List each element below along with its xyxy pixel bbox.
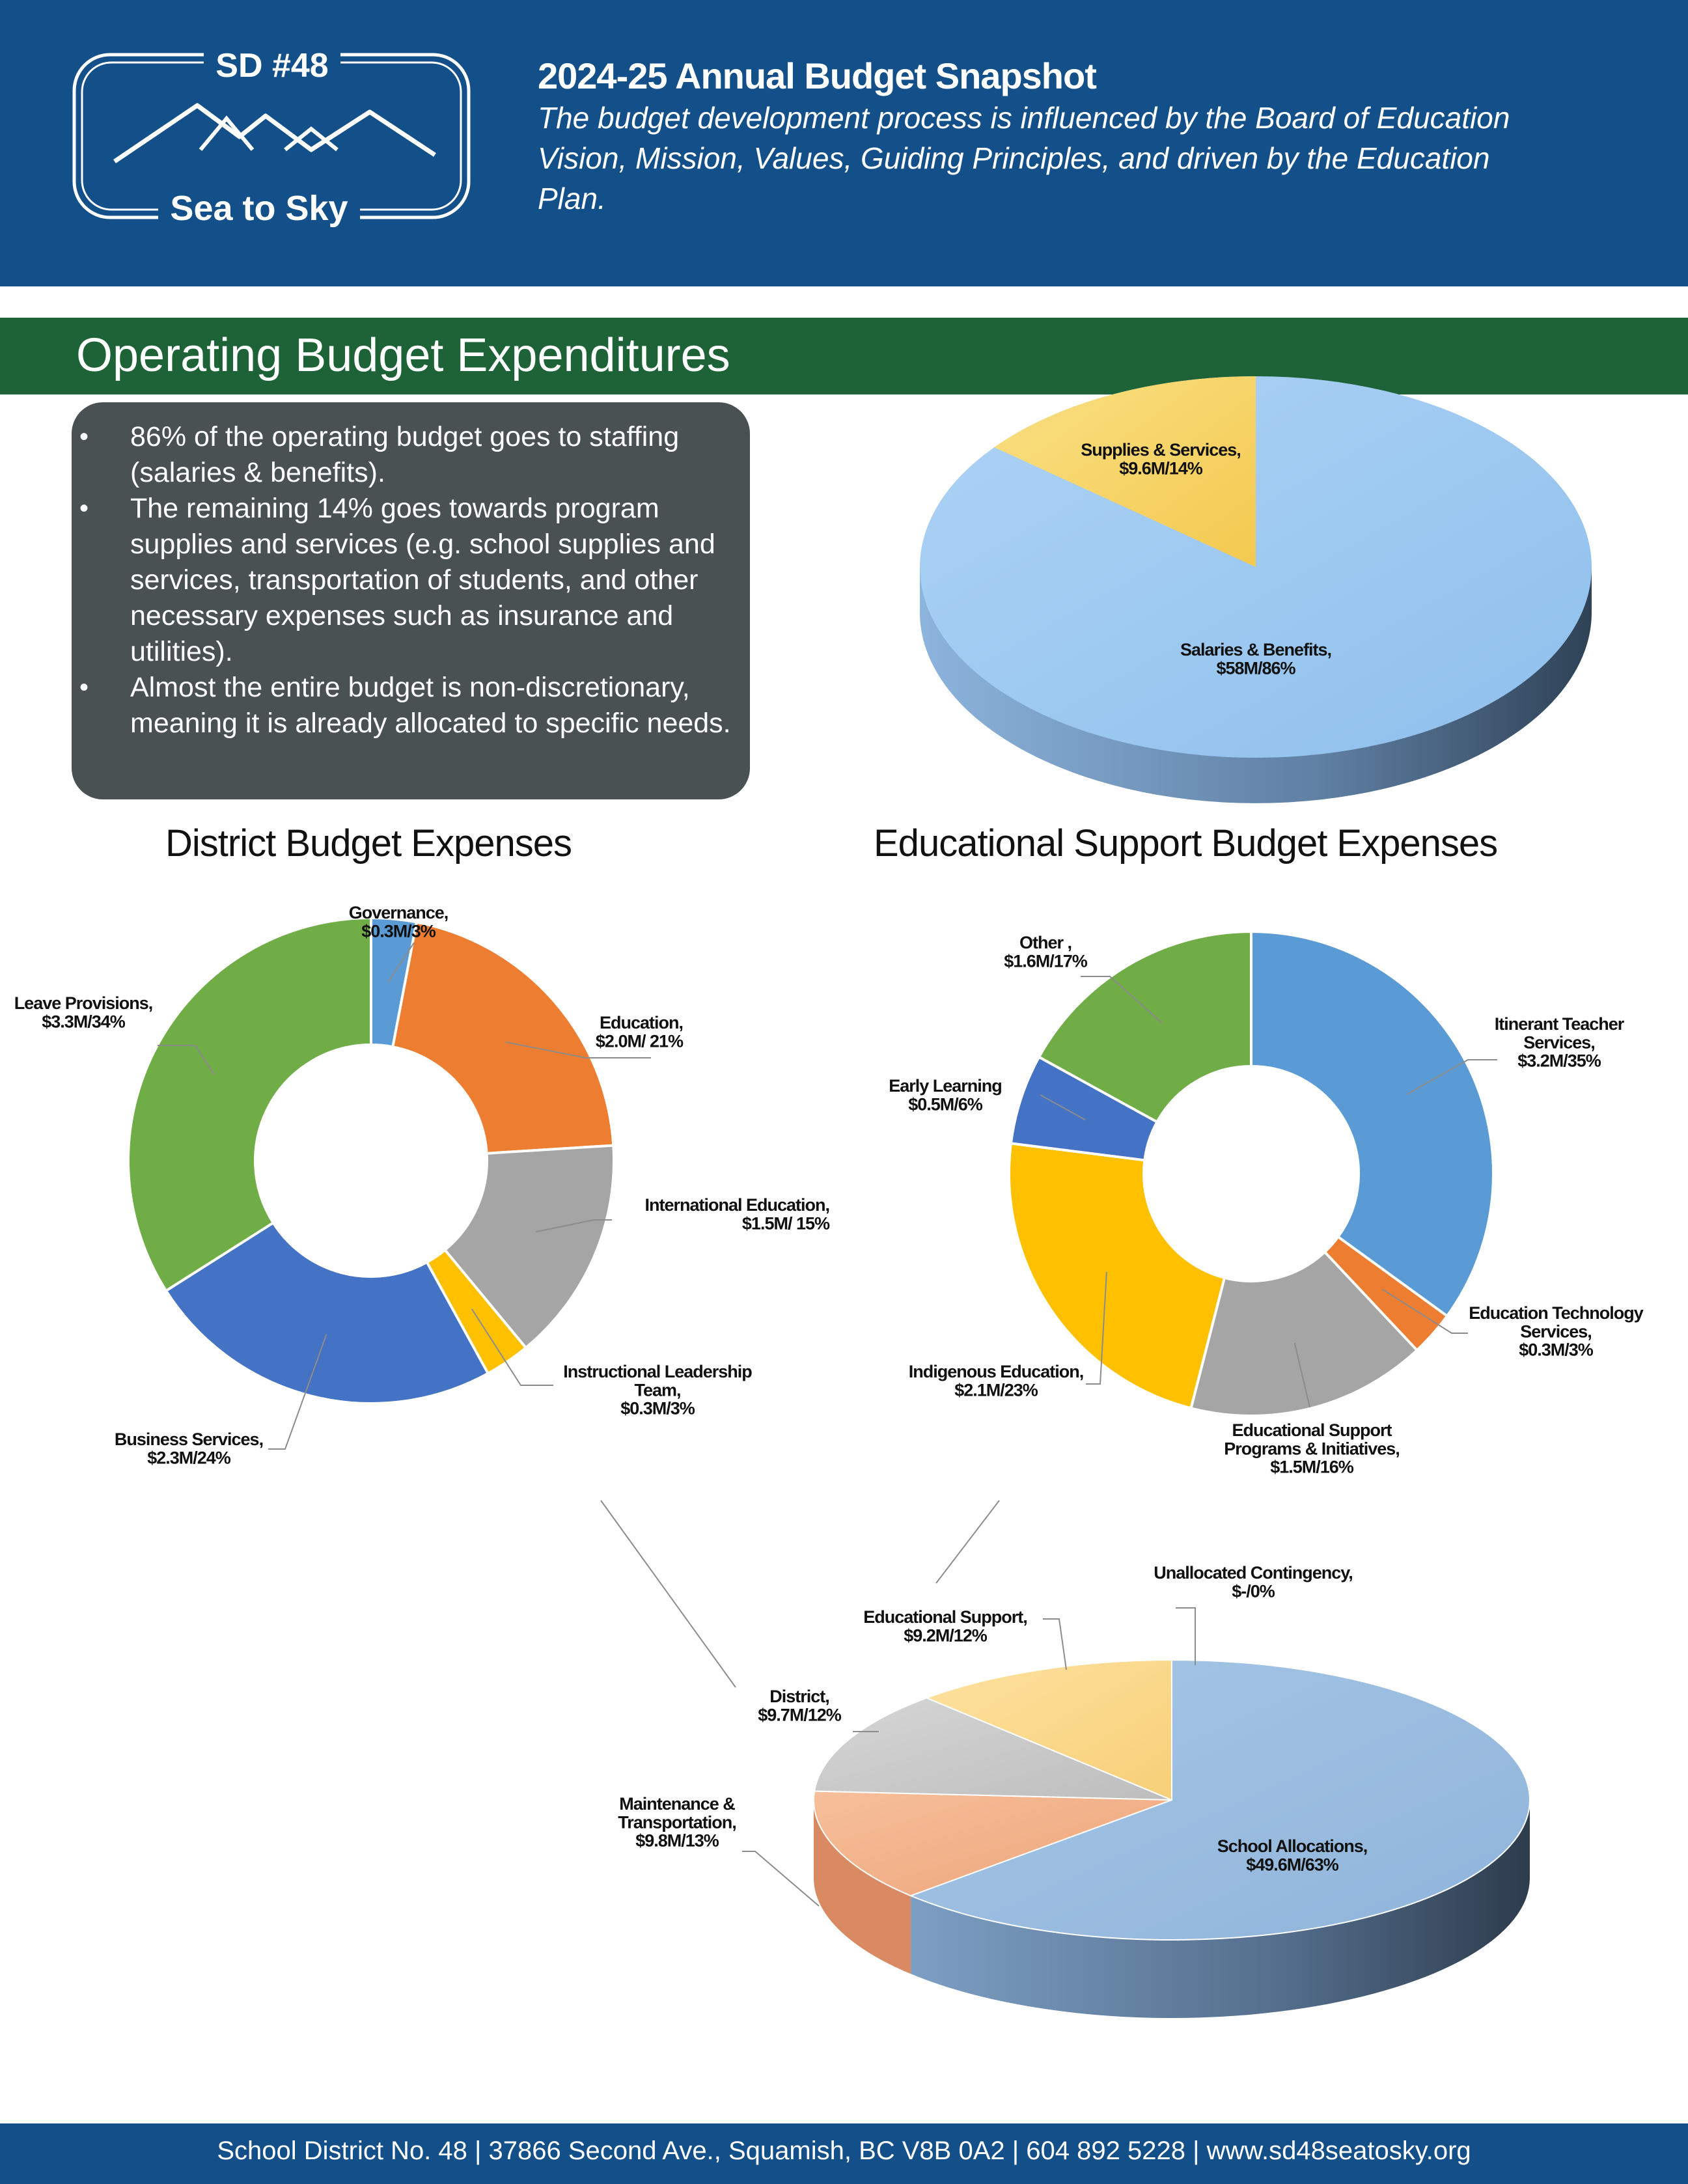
leader-line bbox=[742, 1851, 819, 1906]
chart-data-label: School Allocations, $49.6M/63% bbox=[1217, 1836, 1368, 1875]
chart-data-label: Education, $2.0M/ 21% bbox=[595, 1013, 683, 1051]
connector-line bbox=[936, 1500, 999, 1583]
staffing-pie-chart bbox=[920, 376, 1592, 803]
budget-pie-chart bbox=[814, 1660, 1530, 2018]
leader-line bbox=[1176, 1608, 1195, 1665]
edsupport-chart-title: Educational Support Budget Expenses bbox=[874, 822, 1498, 864]
chart-data-label: Unallocated Contingency, $-/0% bbox=[1154, 1563, 1353, 1601]
chart-data-label: Instructional Leadership Team, $0.3M/3% bbox=[563, 1362, 752, 1418]
chart-data-label: Educational Support, $9.2M/12% bbox=[863, 1607, 1027, 1646]
chart-data-label: Education Technology Services, $0.3M/3% bbox=[1469, 1303, 1643, 1360]
note-item: • Almost the entire budget is non-discretionary, meaning it is already allocated to specific needs. bbox=[130, 670, 743, 741]
page-subtitle: The budget development process is influenced by the Board of Education Vision, Mission, Values, Guiding Principles, and driven by the Education Plan. bbox=[538, 101, 1510, 215]
chart-data-label: Itinerant Teacher Services, $3.2M/35% bbox=[1494, 1014, 1624, 1071]
chart-data-label: Educational Support Programs & Initiatives, $1.5M/16% bbox=[1224, 1420, 1400, 1477]
chart-data-label: Indigenous Education, $2.1M/23% bbox=[908, 1362, 1084, 1400]
leader-line bbox=[1043, 1619, 1066, 1670]
chart-data-label: District, $9.7M/12% bbox=[758, 1687, 841, 1725]
chart-data-label: International Education, $1.5M/ 15% bbox=[644, 1195, 829, 1234]
chart-data-label: Salaries & Benefits, $58M/86% bbox=[1180, 640, 1332, 678]
chart-data-label: Other , $1.6M/17% bbox=[1004, 933, 1087, 971]
donut-slice bbox=[393, 922, 613, 1154]
donut-slice bbox=[1251, 932, 1493, 1316]
edsupport-donut-chart bbox=[1009, 932, 1493, 1416]
section-title: Operating Budget Expenditures bbox=[76, 329, 730, 381]
chart-data-label: Maintenance & Transportation, $9.8M/13% bbox=[618, 1794, 736, 1851]
chart-data-label: Leave Provisions, $3.3M/34% bbox=[14, 993, 153, 1032]
page-title: 2024-25 Annual Budget Snapshot bbox=[538, 55, 1096, 96]
district-donut-chart bbox=[128, 918, 614, 1403]
footer-contact: School District No. 48 | 37866 Second Ave., Squamish, BC V8B 0A2 | 604 892 5228 | www.sd48seatosky.org bbox=[217, 2136, 1471, 2165]
logo-bottom-text: Sea to Sky bbox=[170, 189, 348, 228]
chart-data-label: Supplies & Services, $9.6M/14% bbox=[1081, 440, 1241, 478]
chart-data-label: Business Services, $2.3M/24% bbox=[114, 1430, 264, 1468]
note-item: • The remaining 14% goes towards program supplies and services (e.g. school supplies and services, transportation of students, and other necessary expenses such as insurance and utilities). bbox=[130, 491, 743, 670]
chart-data-label: Governance, $0.3M/3% bbox=[348, 903, 449, 941]
chart-data-label: Early Learning $0.5M/6% bbox=[889, 1076, 1002, 1114]
connector-line bbox=[601, 1500, 736, 1687]
note-item: • 86% of the operating budget goes to staffing (salaries & benefits). bbox=[130, 419, 743, 491]
logo-top-text: SD #48 bbox=[215, 47, 329, 85]
donut-slice bbox=[128, 918, 371, 1291]
district-chart-title: District Budget Expenses bbox=[165, 822, 572, 864]
